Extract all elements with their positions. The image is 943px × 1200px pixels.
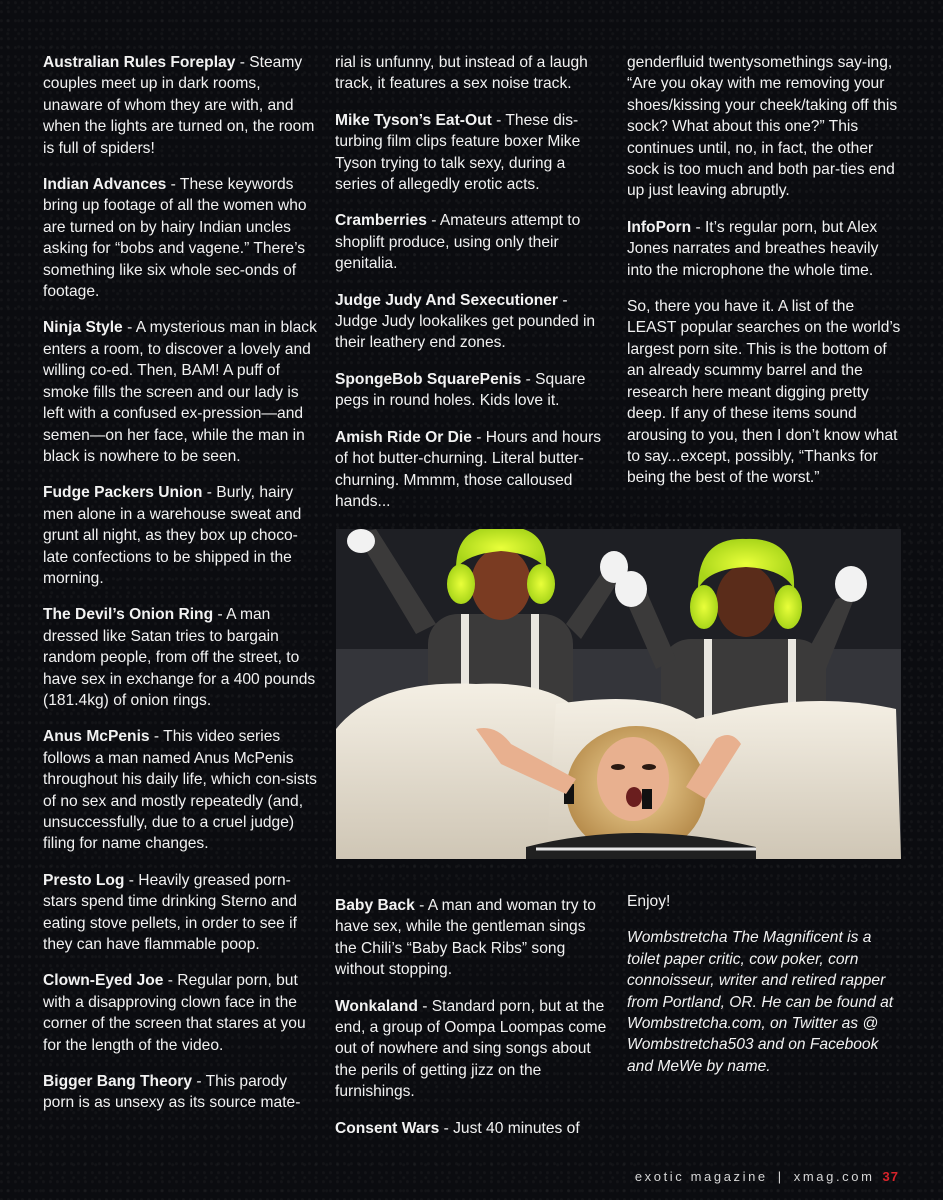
- entry-text: - Amateurs attempt to shoplift produce, using only their genitalia.: [335, 212, 581, 273]
- entry: [335, 427, 611, 513]
- entry: [43, 870, 319, 956]
- entry-title: Amish Ride Or Die: [335, 428, 472, 446]
- entry-title: Clown-Eyed Joe: [43, 972, 164, 990]
- entry-text: - Regular porn, but with a disapproving clown face in the corner of the screen that stares at you for the length of the video.: [43, 972, 306, 1054]
- entry: [335, 369, 611, 412]
- entry-title: Australian Rules Foreplay: [43, 54, 236, 71]
- magazine-name: exotic magazine: [634, 1169, 768, 1184]
- entry-text: - This video series follows a man named Anus McPenis throughout his daily life, which con-sists of no sex and mostly repeatedly (and, unsuccessfully, due to a cruel judge) filing for name changes.: [43, 728, 317, 853]
- entry: [43, 317, 319, 467]
- entry-title: Mike Tyson’s Eat-Out: [335, 111, 492, 129]
- entry-text: - These keywords bring up footage of all the women who are turned on by hairy Indian uncles asking for “bobs and vagene.” There’s something like six whole sec-onds of footage.: [43, 176, 307, 301]
- entry-text: rial is unfunny, but instead of a laugh track, it features a sex noise track.: [335, 54, 588, 93]
- entry-title: Consent Wars: [335, 1119, 440, 1137]
- entry: [43, 970, 319, 1056]
- entry-text: - A man dressed like Satan tries to bargain random people, from off the street, to have sex in exchange for a 400 pounds (181.4kg) of onion rings.: [43, 606, 316, 709]
- entry-text: So, there you have it. A list of the LEAST popular searches on the world’s largest porn site. This is the bottom of an already scummy barrel and the research here meant digging pretty deep. If any of these items sound arousing to you, then I don’t know what to say...except, possibly, “Thanks for being the best of the worst.”: [627, 298, 901, 487]
- page-footer: [635, 1169, 899, 1184]
- entry-text: - Standard porn, but at the end, a group of Oompa Loompas come out of nowhere and sing songs about the perils of getting jizz on the furnishings.: [335, 997, 607, 1101]
- entry-text: - A mysterious man in black enters a room, to discover a lovely and willing co-ed. Then, BAM! A puff of smoke fills the screen and our lady is left with a confused ex-pression—and semen—on her face, while the man in black is nowhere to be seen.: [43, 319, 317, 465]
- entry-continuation: [627, 52, 901, 202]
- entry-title: Presto Log: [43, 871, 125, 889]
- entry-text: - A man and woman try to have sex, while the gentleman sings the Chili’s “Baby Back Ribs” song without stopping.: [335, 897, 596, 979]
- entry-text: - These dis-turbing film clips feature boxer Mike Tyson trying to talk sexy, during a series of allegedly erotic acts.: [335, 111, 581, 194]
- entry: [43, 174, 319, 302]
- column-1: [43, 52, 319, 1114]
- entry-text: - Heavily greased porn-stars spend time drinking Sterno and eating stove pellets, in order to see if they can have flammable poop.: [43, 871, 297, 954]
- entry: [335, 110, 611, 196]
- closing-line: Enjoy!: [627, 893, 671, 910]
- entry-title: Ninja Style: [43, 319, 123, 337]
- entry: [335, 1118, 611, 1139]
- entry-text: - Burly, hairy men alone in a warehouse sweat and grunt all night, as they box up choco-late confections to be shipped in the morning.: [43, 484, 302, 587]
- entry: [627, 217, 901, 281]
- entry: [335, 996, 611, 1103]
- entry: [43, 482, 319, 589]
- entry-title: Cramberries: [335, 212, 427, 230]
- entry-text: - Square pegs in round holes. Kids love it.: [335, 370, 586, 410]
- entry-text: - Hours and hours of hot butter-churning. Literal butter-churning. Mmmm, those calloused hands...: [335, 428, 602, 510]
- entry: [335, 895, 611, 981]
- column-3: [627, 52, 901, 489]
- entry-title: InfoPorn: [627, 218, 692, 236]
- entry-title: Baby Back: [335, 897, 415, 914]
- entry-text: - Judge Judy lookalikes get pounded in their leathery end zones.: [335, 291, 596, 352]
- entry-text: - Just 40 minutes of: [439, 1119, 580, 1137]
- entry-continuation: [335, 52, 611, 95]
- entry-title: Indian Advances: [43, 176, 167, 194]
- entry-title: Anus McPenis: [43, 728, 150, 746]
- page-number: 37: [882, 1169, 899, 1184]
- entry: [335, 210, 611, 274]
- entry-text: - This parody porn is as unsexy as its source mate-: [43, 1073, 301, 1112]
- entry: [43, 1071, 319, 1114]
- entry: [43, 52, 319, 159]
- article-photo: [336, 529, 901, 859]
- entry: [43, 726, 319, 854]
- footer-separator: |: [777, 1169, 784, 1184]
- entry-title: Fudge Packers Union: [43, 484, 203, 502]
- entry-text: - It’s regular porn, but Alex Jones narrates and breathes heavily into the microphone the whole time.: [627, 218, 879, 279]
- column-3-bottom: [627, 891, 901, 1077]
- entry-title: The Devil’s Onion Ring: [43, 606, 214, 624]
- conclusion-paragraph: [627, 296, 901, 489]
- author-bio: Wombstretcha The Magnificent is a toilet paper critic, cow poker, corn connoisseur, writer and retired rapper from Portland, OR. He can be found at Wombstretcha.com, on Twitter as @ Wombstretcha503 and on Facebook and MeWe by name.: [627, 929, 894, 1075]
- entry: [43, 604, 319, 711]
- entry-title: SpongeBob SquarePenis: [335, 370, 522, 388]
- entry: [335, 290, 611, 354]
- entry-title: Judge Judy And Sexecutioner: [335, 291, 558, 309]
- photo-still-oompa-loompas-icon: [336, 529, 901, 859]
- entry-text: genderfluid twentysomethings say-ing, “Are you okay with me removing your shoes/kissing your cheek/taking off this sock? What about this one?” This continues until, no, in fact, the other sock is too much and both par-ties end up just leaving abruptly.: [627, 54, 898, 200]
- entry-text: - Steamy couples meet up in dark rooms, unaware of whom they are with, and when the lights are turned on, the room is full of spiders!: [43, 54, 315, 157]
- site-url: xmag.com: [793, 1169, 875, 1184]
- entry-title: Wonkaland: [335, 997, 418, 1015]
- column-2: [335, 52, 611, 512]
- entry-title: Bigger Bang Theory: [43, 1073, 193, 1091]
- column-2-bottom: [335, 895, 611, 1139]
